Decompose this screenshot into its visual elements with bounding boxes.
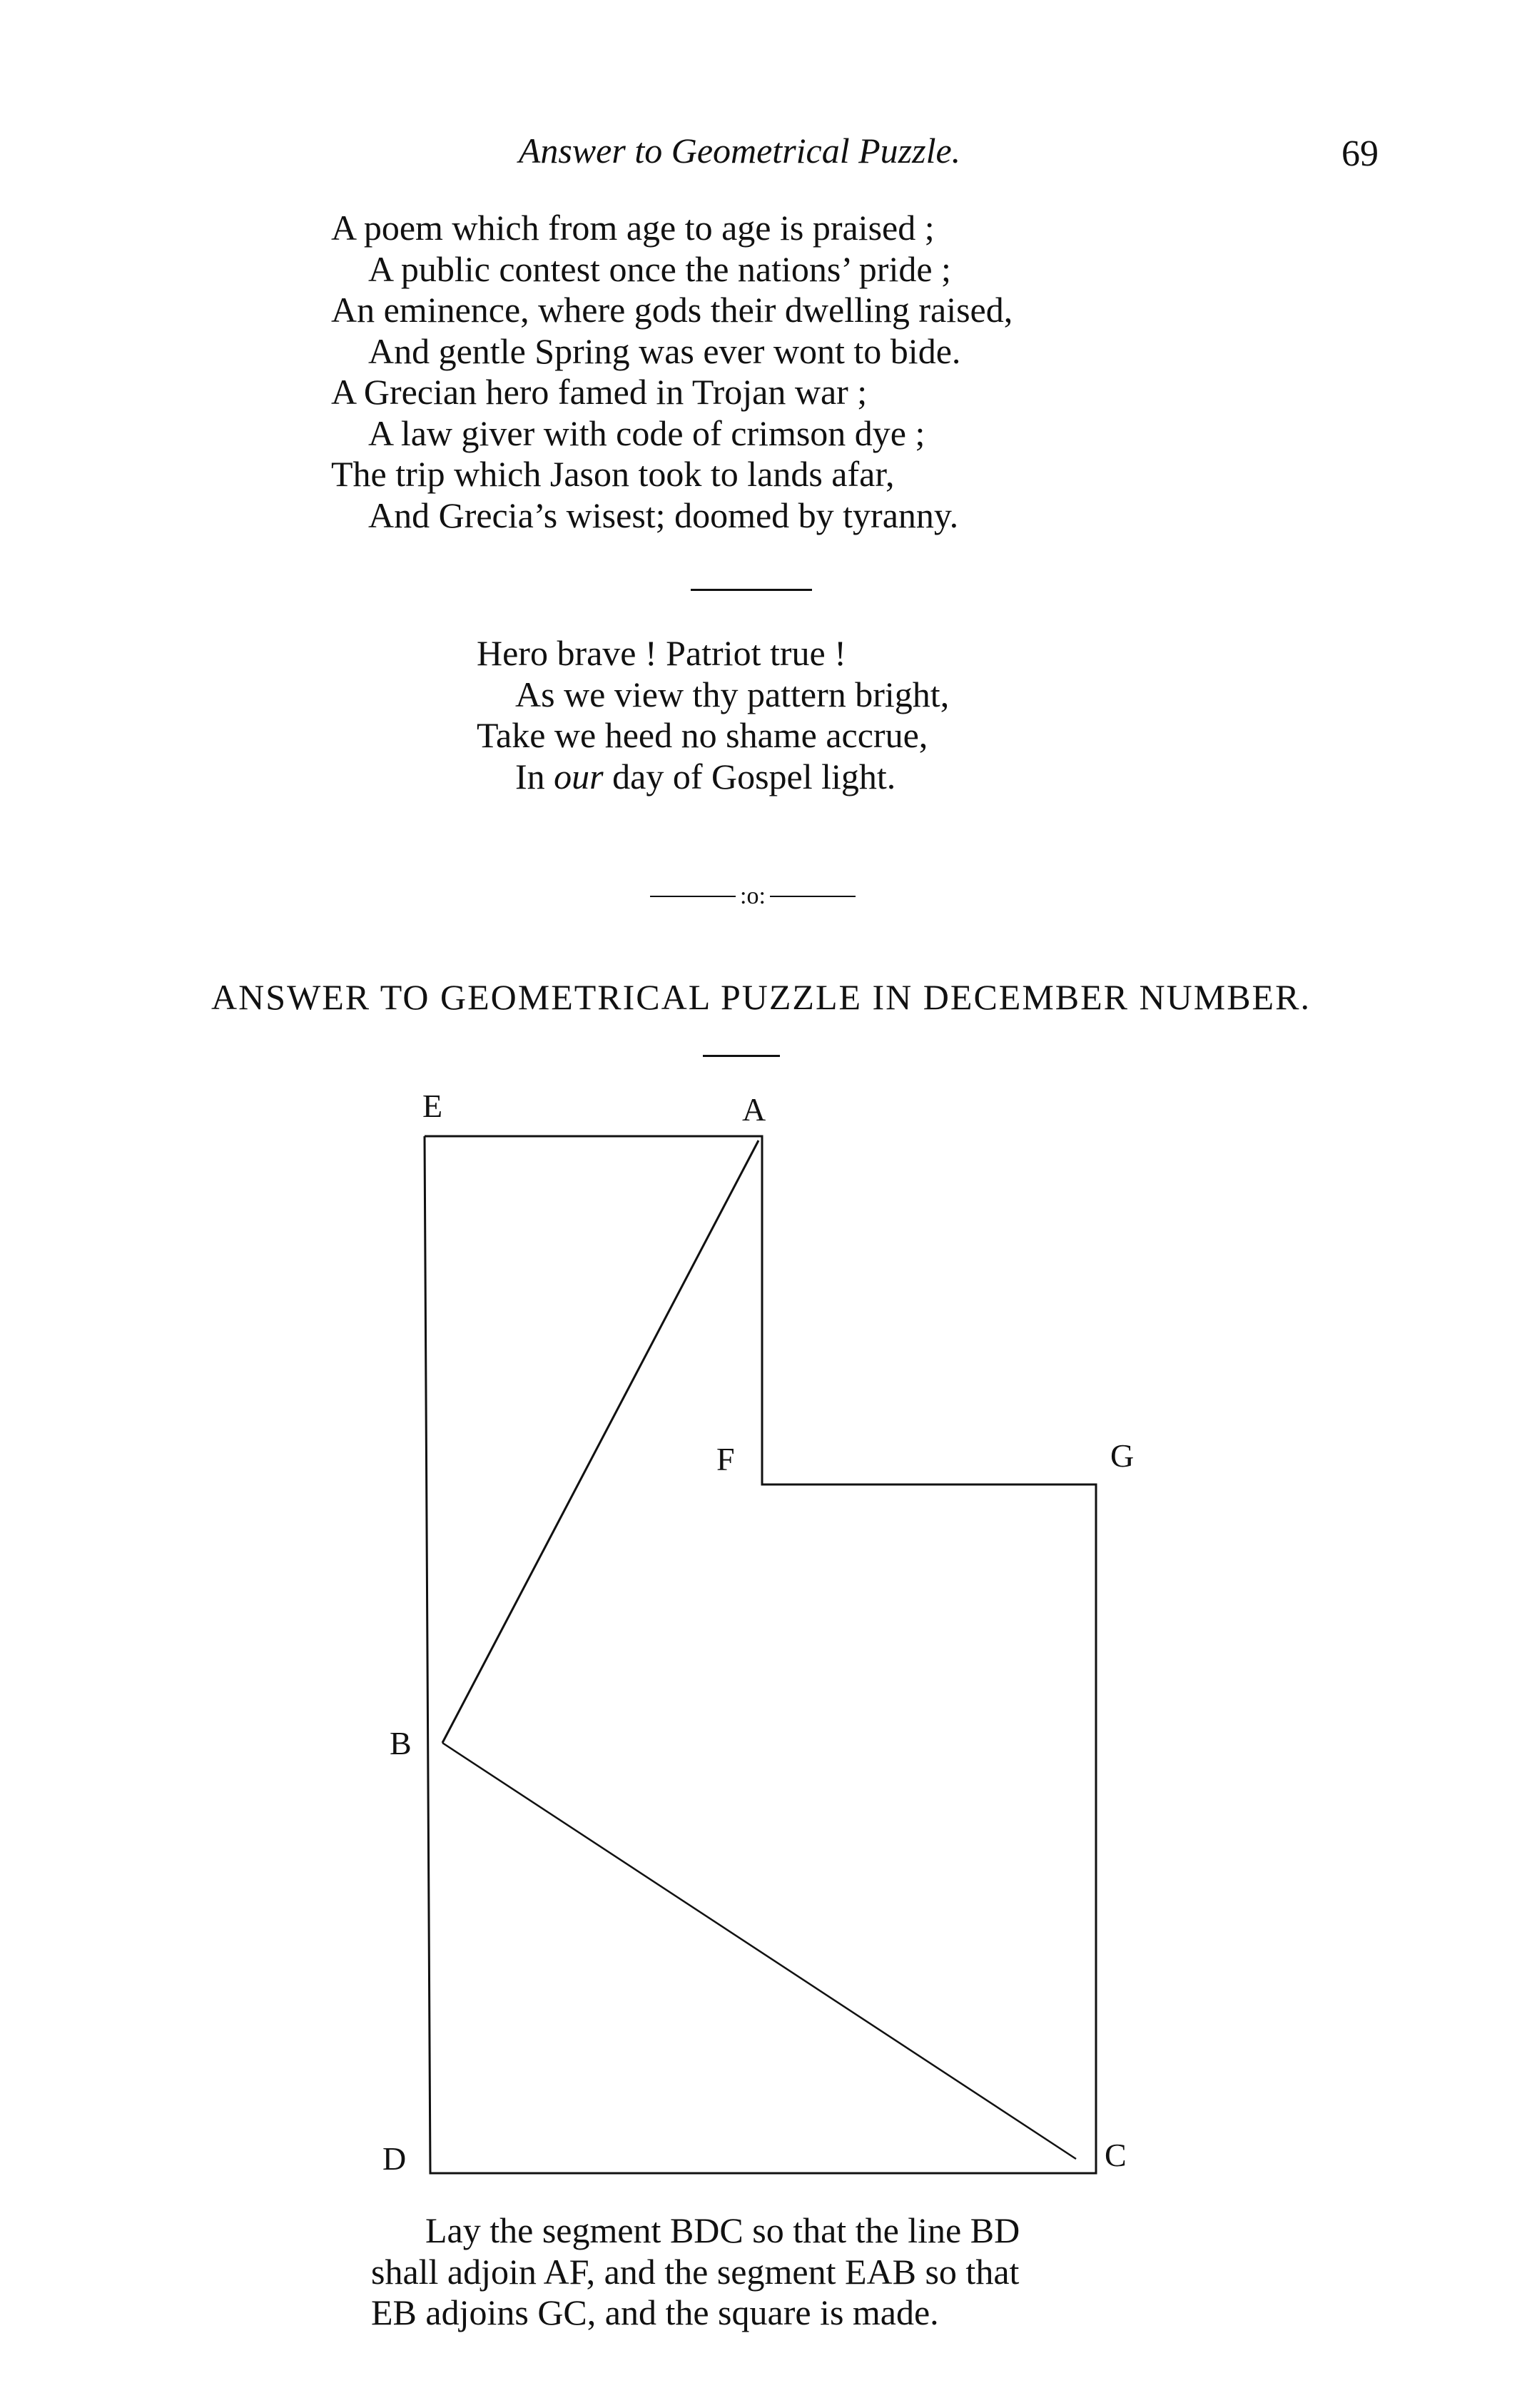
poem-line: A public contest once the nations’ pride ;	[368, 249, 951, 289]
page-number: 69	[1341, 133, 1379, 174]
ornament-divider: :o:	[628, 883, 878, 911]
poem-line: A poem which from age to age is praised ;	[331, 208, 935, 248]
poem-line: And Grecia’s wisest; doomed by tyranny.	[368, 495, 959, 535]
running-title: Answer to Geometrical Puzzle.	[518, 131, 961, 171]
vertex-label-c: C	[1105, 2137, 1127, 2173]
stanza-line: As we view thy pattern bright,	[515, 674, 950, 714]
vertex-label-d: D	[382, 2140, 407, 2177]
vertex-label-a: A	[742, 1091, 766, 1128]
caption-line: shall adjoin AF, and the segment EAB so that	[371, 2252, 1020, 2292]
cut-line-ab	[442, 1140, 759, 1743]
cut-line-bc	[442, 1743, 1076, 2159]
vertex-label-g: G	[1110, 1437, 1135, 1474]
poem-line: The trip which Jason took to lands afar,	[331, 454, 895, 494]
figure-outline	[425, 1136, 1096, 2173]
poem-line: And gentle Spring was ever wont to bide.	[368, 331, 961, 371]
stanza-line: Take we heed no shame accrue,	[477, 715, 928, 755]
poem-line: A Grecian hero famed in Trojan war ;	[331, 372, 868, 412]
vertex-label-e: E	[422, 1088, 443, 1124]
stanza-line: Hero brave ! Patriot true !	[477, 633, 846, 673]
vertex-label-b: B	[390, 1725, 412, 1761]
vertex-label-f: F	[716, 1441, 735, 1477]
caption-line: Lay the segment BDC so that the line BD	[425, 2210, 1020, 2250]
section-heading: ANSWER TO GEOMETRICAL PUZZLE IN DECEMBER NUMBER.	[211, 977, 1311, 1017]
caption-line: EB adjoins GC, and the square is made.	[371, 2292, 939, 2332]
emphasis-word: our	[554, 757, 604, 796]
poem-line: A law giver with code of crimson dye ;	[368, 413, 925, 453]
poem-line: An eminence, where gods their dwelling raised,	[331, 290, 1013, 330]
stanza-line: In our day of Gospel light.	[515, 757, 896, 796]
